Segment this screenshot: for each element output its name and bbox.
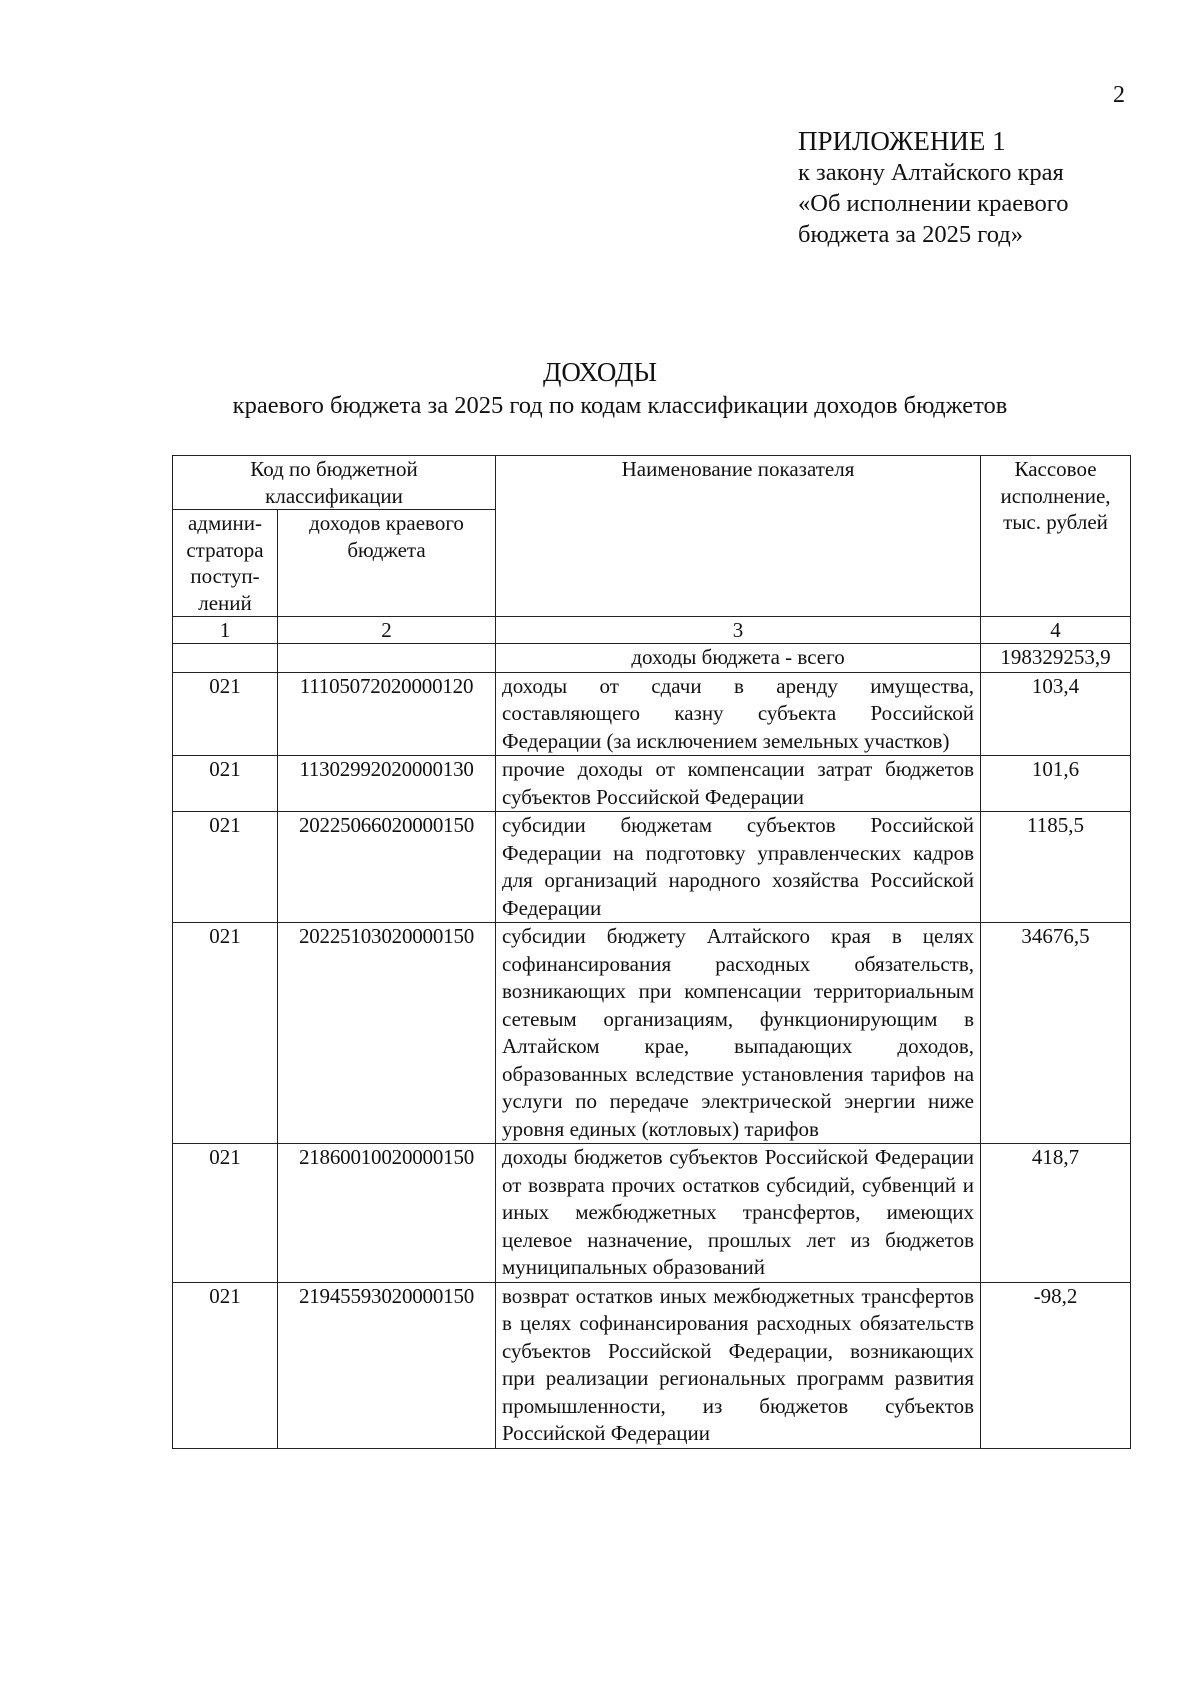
income-code-cell: 21860010020000150 (278, 1144, 496, 1283)
amount-cell: 1185,5 (981, 812, 1131, 923)
column-number: 2 (278, 617, 496, 644)
income-code-cell: 21945593020000150 (278, 1282, 496, 1448)
amount-cell: 418,7 (981, 1144, 1131, 1283)
admin-code-cell: 021 (173, 1282, 278, 1448)
table-row (173, 1144, 1131, 1283)
header-amount: Кассовое исполнение, тыс. рублей (981, 456, 1131, 617)
amount-cell: 34676,5 (981, 923, 1131, 1144)
table-row (173, 1282, 1131, 1448)
indicator-name-cell: субсидии бюджетам субъектов Российской Федерации на подготовку управленческих кадров для организаций народного хозяйства Российской Федерации (496, 812, 981, 923)
appendix-block (798, 126, 1178, 250)
column-number: 3 (496, 617, 981, 644)
income-code-cell: 20225066020000150 (278, 812, 496, 923)
table-row (173, 756, 1131, 812)
table-row (173, 672, 1131, 756)
admin-code-cell: 021 (173, 1144, 278, 1283)
admin-code-cell: 021 (173, 923, 278, 1144)
admin-code-cell: 021 (173, 672, 278, 756)
total-row (173, 644, 1131, 673)
amount-cell: 101,6 (981, 756, 1131, 812)
total-amount: 198329253,9 (981, 644, 1131, 673)
total-code-cell (278, 644, 496, 673)
page-number: 2 (1113, 82, 1125, 108)
indicator-name-cell: доходы бюджетов субъектов Российской Федерации от возврата прочих остатков субсидий, субвенций и иных межбюджетных трансфертов, имеющих целевое назначение, прошлых лет из бюджетов муниципальных образований (496, 1144, 981, 1283)
appendix-line: к закону Алтайского края (798, 159, 1064, 186)
column-number-row (173, 617, 1131, 644)
total-admin-cell (173, 644, 278, 673)
total-label: доходы бюджета - всего (496, 644, 981, 673)
header-admin: админи-стратора поступ-лений (173, 510, 278, 617)
admin-code-cell: 021 (173, 756, 278, 812)
indicator-name-cell: прочие доходы от компенсации затрат бюджетов субъектов Российской Федерации (496, 756, 981, 812)
amount-cell: 103,4 (981, 672, 1131, 756)
indicator-name-cell: возврат остатков иных межбюджетных трансфертов в целях софинансирования расходных обязательств субъектов Российской Федерации, возникающих при реализации региональных программ развития промышленности, из бюджетов субъектов Российской Федерации (496, 1282, 981, 1448)
document-title: ДОХОДЫ (542, 357, 658, 387)
appendix-line: «Об исполнении краевого (798, 190, 1069, 217)
appendix-title: ПРИЛОЖЕНИЕ 1 (798, 126, 1006, 156)
amount-cell: -98,2 (981, 1282, 1131, 1448)
header-code-group: Код по бюджетной классификации (173, 456, 496, 510)
appendix-line: бюджета за 2025 год» (798, 221, 1023, 248)
column-number: 1 (173, 617, 278, 644)
header-income-code: доходов краевого бюджета (278, 510, 496, 617)
income-table (172, 455, 1131, 1449)
header-row (173, 456, 1131, 510)
column-number: 4 (981, 617, 1131, 644)
table-row (173, 923, 1131, 1144)
indicator-name-cell: доходы от сдачи в аренду имущества, составляющего казну субъекта Российской Федерации (за исключением земельных участков) (496, 672, 981, 756)
table-row (173, 812, 1131, 923)
header-name: Наименование показателя (496, 456, 981, 617)
document-subtitle: краевого бюджета за 2025 год по кодам классификации доходов бюджетов (232, 392, 1008, 419)
admin-code-cell: 021 (173, 812, 278, 923)
indicator-name-cell: субсидии бюджету Алтайского края в целях софинансирования расходных обязательств, возникающих при компенсации территориальным сетевым организациям, функционирующим в Алтайском крае, выпадающих доходов, образованных вследствие установления тарифов на услуги по передаче электрической энергии ниже уровня единых (котловых) тарифов (496, 923, 981, 1144)
income-code-cell: 11105072020000120 (278, 672, 496, 756)
income-code-cell: 11302992020000130 (278, 756, 496, 812)
income-code-cell: 20225103020000150 (278, 923, 496, 1144)
